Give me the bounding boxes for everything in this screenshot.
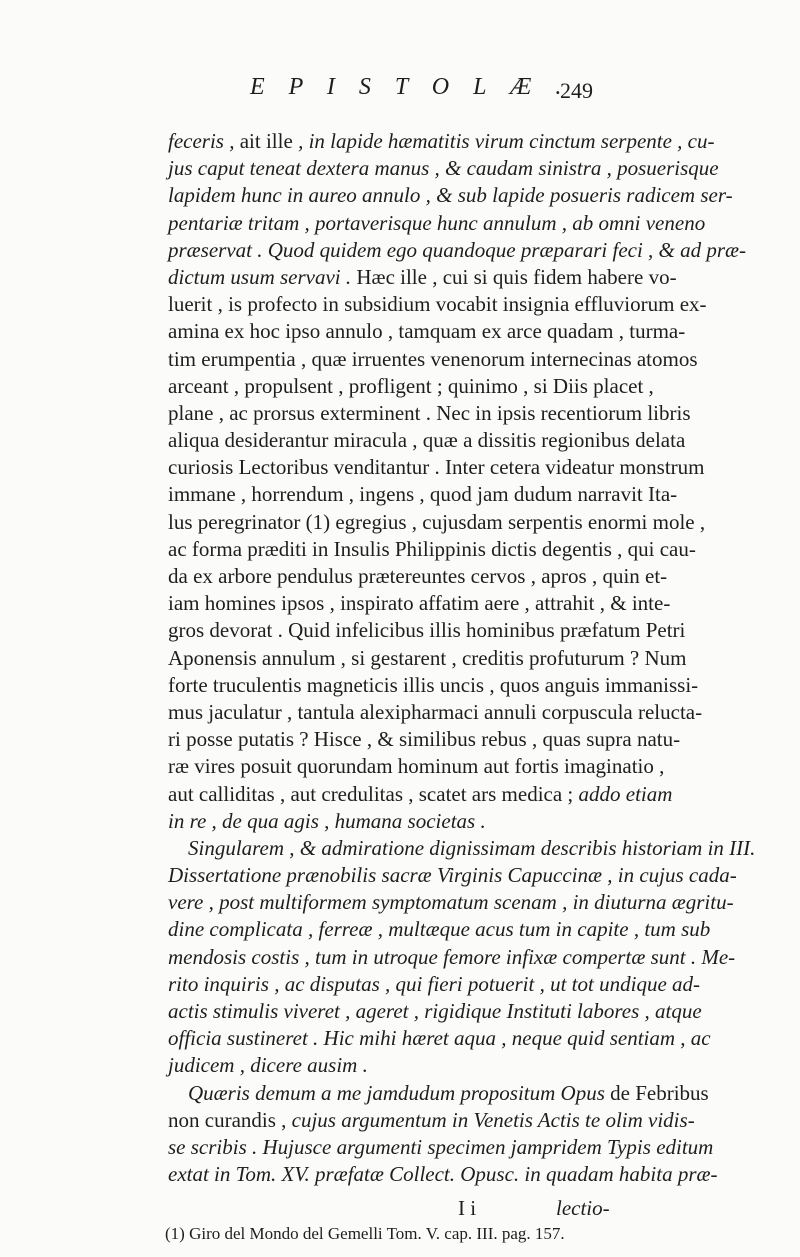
text-line: [168, 509, 706, 536]
text-line: [168, 373, 654, 400]
text-line: [168, 835, 756, 862]
text-run: lapidem hunc in aureo annulo , & sub lapide posueris radicem ser-: [168, 183, 733, 208]
text-run: ri posse putatis ? Hisce , & similibus rebus , quas supra natu-: [168, 727, 681, 752]
text-line: [168, 726, 681, 753]
text-run: iam homines ipsos , inspirato affatim aere , attrahit , & inte-: [168, 591, 671, 616]
text-line: [168, 753, 665, 780]
text-run: non curandis ,: [168, 1107, 292, 1132]
text-run: gros devorat . Quid infelicibus illis hominibus præfatum Petri: [168, 618, 686, 643]
text-line: [168, 346, 698, 373]
body-text: [168, 128, 756, 1188]
text-run: ac forma præditi in Insulis Philippinis dictis degentis , qui cau-: [168, 536, 696, 561]
text-line: [168, 916, 711, 943]
text-line: [168, 210, 706, 237]
text-line: [168, 264, 677, 291]
text-line: [168, 536, 696, 563]
text-line: [168, 155, 719, 182]
text-line: [168, 128, 715, 155]
page-number: 249: [560, 78, 593, 103]
text-run: mus jaculatur , tantula alexipharmaci annuli corpuscula relucta-: [168, 699, 703, 724]
text-line: [168, 400, 691, 427]
text-run: præservat . Quod quidem ego quandoque præparari feci , & ad præ-: [168, 237, 747, 262]
text-line: [168, 699, 703, 726]
text-run: mendosis costis , tum in utroque femore infixæ compertæ sunt . Me-: [168, 944, 736, 969]
text-line: [168, 563, 668, 590]
catchword: lectio-: [556, 1196, 610, 1220]
footnote: (1) Giro del Mondo del Gemelli Tom. V. cap. III. pag. 157.: [165, 1224, 565, 1243]
text-run: dictum usum servavi .: [168, 264, 357, 289]
text-line: [168, 427, 686, 454]
text-run: de Febribus: [610, 1080, 709, 1105]
text-run: , in lapide hæmatitis virum cinctum serpente , cu-: [292, 129, 715, 153]
text-line: [168, 1134, 714, 1161]
text-line: [168, 1080, 709, 1107]
text-run: arceant , propulsent , profligent ; quinimo , si Diis placet ,: [168, 373, 654, 398]
text-line: [168, 808, 618, 835]
text-run: feceris ,: [168, 129, 240, 153]
text-run: amina ex hoc ipso annulo , tamquam ex arce quadam , turma-: [168, 319, 686, 344]
text-run: judicem , dicere ausim .: [168, 1053, 368, 1078]
text-line: [168, 889, 734, 916]
text-run: immane , horrendum , ingens , quod jam dudum narravit Ita-: [168, 482, 678, 507]
text-run: rito inquiris , ac disputas , qui fieri potuerit , ut tot undique ad-: [168, 971, 701, 996]
text-run: aliqua desiderantur miracula , quæ a dissitis regionibus delata: [168, 428, 686, 453]
text-line: [168, 1161, 718, 1188]
text-run: plane , ac prorsus exterminent . Nec in ipsis recentiorum libris: [168, 400, 691, 425]
text-run: Singularem , & admiratione dignissimam describis historiam in III.: [188, 835, 756, 860]
text-run: in re , de qua agis , humana societas .: [168, 808, 486, 833]
text-run: Hæc ille , cui si quis fidem habere vo-: [356, 264, 677, 289]
text-line: [168, 862, 737, 889]
text-line: [168, 1025, 711, 1052]
text-run: luerit , is profecto in subsidium vocabit insignia effluviorum ex-: [168, 292, 707, 317]
text-line: [168, 998, 702, 1025]
text-line: [168, 1107, 695, 1134]
text-run: Aponensis annulum , si gestarent , creditis profuturum ? Num: [168, 645, 687, 670]
text-run: curiosis Lectoribus venditantur . Inter cetera videatur monstrum: [168, 455, 705, 480]
text-run: dine complicata , ferreæ , multæque acus tum in capite , tum sub: [168, 917, 711, 942]
text-run: da ex arbore pendulus prætereuntes cervos , apros , quin et-: [168, 564, 668, 588]
text-line: [168, 617, 686, 644]
text-run: officia sustineret . Hic mihi hæret aqua , neque quid sentiam , ac: [168, 1026, 711, 1051]
text-line: [168, 481, 678, 508]
text-run: cujus argumentum in Venetis Actis te olim vidis-: [291, 1107, 695, 1132]
text-run: tim erumpentia , quæ irruentes venenorum internecinas atomos: [168, 346, 698, 371]
text-line: [168, 944, 736, 971]
text-run: ait ille: [239, 129, 293, 153]
text-line: [168, 454, 705, 481]
text-run: extat in Tom. XV. præfatæ Collect. Opusc. in quadam habita præ-: [168, 1162, 718, 1187]
signature-mark: I i: [458, 1196, 477, 1220]
text-run: aut calliditas , aut credulitas , scatet ars medica ;: [168, 781, 579, 806]
text-line: [168, 182, 733, 209]
text-line: [168, 291, 707, 318]
text-line: [168, 1052, 618, 1079]
text-run: lus peregrinator (1) egregius , cujusdam serpentis enormi mole ,: [168, 509, 706, 534]
signature-row: [168, 1196, 618, 1224]
text-run: jus caput teneat dextera manus , & caudam sinistra , posuerisque: [168, 156, 719, 181]
text-run: se scribis . Hujusce argumenti specimen jampridem Typis editum: [168, 1134, 714, 1159]
text-run: Quæris demum a me jamdudum propositum Opus: [188, 1080, 611, 1105]
text-run: vere , post multiformem symptomatum scenam , in diuturna ægritu-: [168, 890, 734, 915]
text-line: [168, 645, 687, 672]
text-line: [168, 781, 673, 808]
text-run: forte truculentis magneticis illis uncis , quos anguis immanissi-: [168, 672, 699, 697]
text-line: [168, 318, 686, 345]
text-run: ræ vires posuit quorundam hominum aut fortis imaginatio ,: [168, 754, 665, 779]
text-line: [168, 590, 671, 617]
running-title: E P I S T O L Æ .: [250, 74, 571, 100]
text-line: [168, 237, 747, 264]
text-run: Dissertatione prænobilis sacræ Virginis Capuccinæ , in cujus cada-: [168, 863, 737, 888]
text-run: actis stimulis viveret , ageret , rigidique Instituti labores , atque: [168, 999, 702, 1023]
text-run: addo etiam: [578, 781, 673, 806]
running-head: [0, 72, 800, 112]
text-run: pentariæ tritam , portaverisque hunc annulum , ab omni veneno: [168, 210, 706, 235]
text-line: [168, 672, 699, 699]
text-line: [168, 971, 701, 998]
